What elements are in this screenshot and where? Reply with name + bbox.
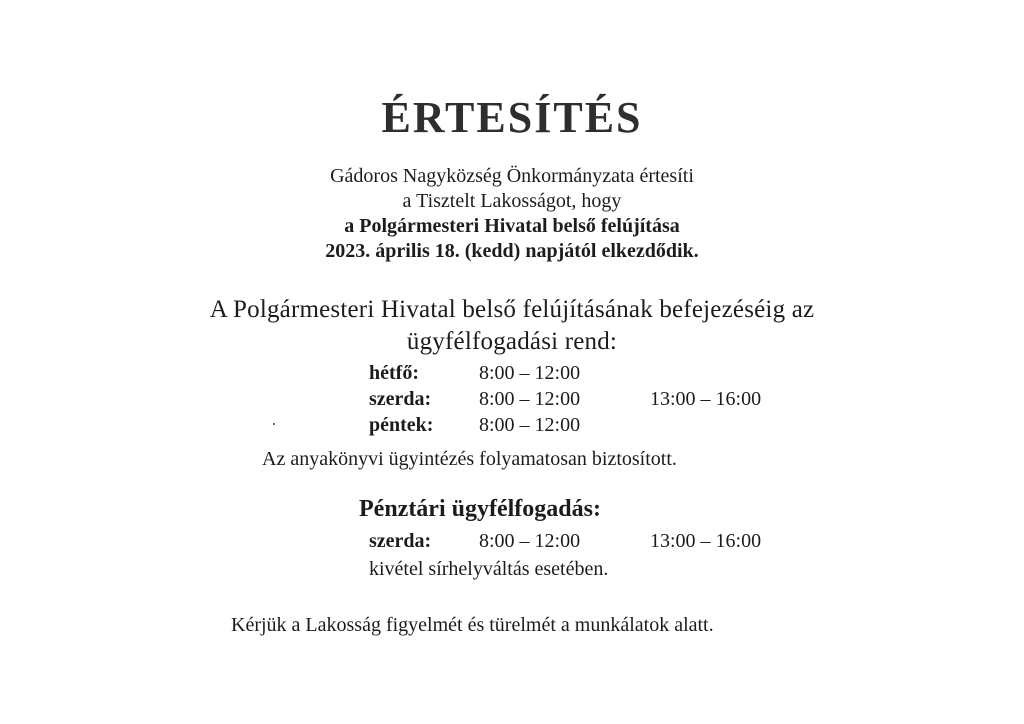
- schedule-table: [369, 362, 809, 440]
- cashier-exception: kivétel sírhelyváltás esetében.: [369, 558, 609, 580]
- intro-block: [0, 164, 1024, 264]
- cashier-day: szerda:: [369, 530, 432, 552]
- lead-block: [0, 294, 1024, 358]
- schedule-time-morning: 8:00 – 12:00: [479, 362, 581, 384]
- scan-speck: [273, 423, 275, 425]
- cashier-time-morning: 8:00 – 12:00: [479, 530, 581, 552]
- schedule-day: hétfő:: [369, 362, 419, 384]
- schedule-row-wednesday: [369, 388, 809, 414]
- intro-line-1: Gádoros Nagyközség Önkormányzata értesíti: [330, 165, 694, 187]
- cashier-heading: Pénztári ügyfélfogadás:: [359, 496, 601, 522]
- registry-note: Az anyakönyvi ügyintézés folyamatosan biztosított.: [262, 448, 677, 470]
- intro-line-4: 2023. április 18. (kedd) napjától elkezdődik.: [325, 240, 699, 262]
- schedule-time-morning: 8:00 – 12:00: [479, 414, 581, 436]
- schedule-row-monday: [369, 362, 809, 388]
- notice-title: ÉRTESÍTÉS: [381, 93, 643, 142]
- cashier-row-wednesday: [369, 530, 809, 556]
- schedule-day: péntek:: [369, 414, 434, 436]
- schedule-time-afternoon: 13:00 – 16:00: [650, 388, 762, 410]
- cashier-schedule: [369, 530, 809, 556]
- cashier-time-afternoon: 13:00 – 16:00: [650, 530, 762, 552]
- schedule-day: szerda:: [369, 388, 432, 410]
- intro-line-3: a Polgármesteri Hivatal belső felújítása: [344, 215, 680, 237]
- closing-line: Kérjük a Lakosság figyelmét és türelmét a munkálatok alatt.: [231, 614, 714, 636]
- schedule-time-morning: 8:00 – 12:00: [479, 388, 581, 410]
- lead-line-2: ügyfélfogadási rend:: [406, 328, 618, 355]
- lead-line-1: A Polgármesteri Hivatal belső felújításának befejezéséig az: [209, 296, 815, 323]
- schedule-row-friday: [369, 414, 809, 440]
- intro-line-2: a Tisztelt Lakosságot, hogy: [402, 190, 622, 212]
